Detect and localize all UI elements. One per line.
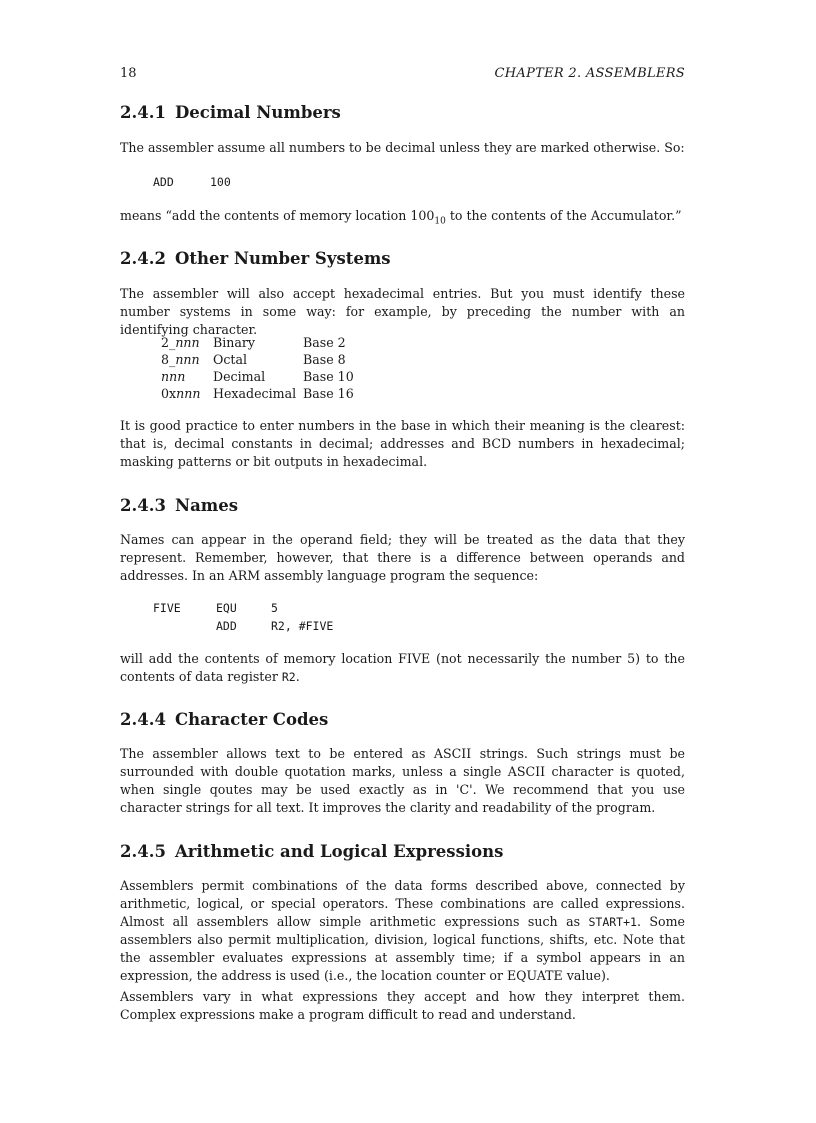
heading-2-4-1 — [120, 103, 341, 123]
text-run: . — [295, 669, 300, 684]
section-number: 2.4.3 — [120, 496, 166, 515]
code-line — [153, 617, 453, 635]
chapter-title: CHAPTER 2. ASSEMBLERS — [494, 66, 685, 81]
section-title: Names — [175, 496, 239, 515]
code-op: EQU — [216, 601, 237, 615]
code-line — [153, 599, 453, 617]
base-cell: Base 16 — [303, 386, 354, 401]
code-label: FIVE — [153, 601, 181, 615]
heading-2-4-2 — [120, 249, 391, 269]
heading-2-4-4 — [120, 710, 328, 730]
prefix-cell — [161, 368, 213, 385]
base-cell: Base 10 — [303, 369, 354, 384]
table-row — [161, 368, 354, 385]
paragraph: Assemblers vary in what expressions they accept and how they interpret them. Complex expressions make a program difficult to read and understand. — [120, 989, 685, 1022]
subscript: 10 — [434, 216, 446, 227]
code-arg: 5 — [271, 601, 278, 615]
code-op: ADD — [153, 175, 174, 189]
prefix-cell — [161, 334, 213, 351]
section-title: Arithmetic and Logical Expressions — [175, 842, 504, 861]
number-systems-table — [161, 334, 354, 402]
section-number: 2.4.1 — [120, 103, 166, 122]
prefix-cell — [161, 351, 213, 368]
system-cell: Octal — [213, 352, 247, 367]
paragraph: The assembler will also accept hexadecimal entries. But you must identify these number systems in some way: for example, by preceding the number with an identifying character. — [120, 286, 685, 337]
paragraph — [120, 207, 685, 225]
text-run: will add the contents of memory location FIVE (not necessarily the number 5) to the contents of data register — [120, 651, 685, 684]
section-number: 2.4.5 — [120, 842, 166, 861]
text-run: to the contents of the Accumulator.” — [445, 208, 682, 223]
prefix-cell — [161, 385, 213, 402]
system-cell: Binary — [213, 335, 256, 350]
prefix-digits: nnn — [161, 369, 186, 384]
table-row — [161, 351, 354, 368]
page-number: 18 — [120, 66, 137, 81]
base-cell: Base 2 — [303, 335, 346, 350]
section-title: Character Codes — [175, 710, 329, 729]
section-number: 2.4.4 — [120, 710, 166, 729]
prefix: 2_ — [161, 335, 176, 350]
paragraph — [120, 650, 685, 686]
paragraph: The assembler assume all numbers to be decimal unless they are marked otherwise. So: — [120, 140, 685, 155]
code-line — [153, 173, 353, 191]
heading-2-4-3 — [120, 496, 238, 516]
paragraph: The assembler allows text to be entered as ASCII strings. Such strings must be surrounded with double quotation marks, unless a single ASCII character is quoted, when single qoutes may be used exactly as in 'C'. We recommend that you use character strings for all text. It improves the clarity and readability of the program. — [120, 746, 685, 815]
system-cell: Decimal — [213, 369, 266, 384]
table-row — [161, 334, 354, 351]
inline-code: R2 — [281, 670, 296, 684]
prefix: 0x — [161, 386, 177, 401]
code-arg: 100 — [210, 175, 231, 189]
paragraph: It is good practice to enter numbers in the base in which their meaning is the clearest: that is, decimal constants in decimal; addresses and BCD numbers in hexadecimal; masking patterns or bit outputs in hexadecimal. — [120, 418, 685, 469]
paragraph: Names can appear in the operand field; they will be treated as the data that they represent. Remember, however, that there is a difference between operands and addresses. In an ARM assembly language program the sequence: — [120, 532, 685, 583]
inline-code: START+1 — [588, 915, 637, 929]
prefix-digits: nnn — [176, 386, 201, 401]
code-arg: R2, #FIVE — [271, 619, 334, 633]
text-run: means “add the contents of memory location 100 — [120, 208, 435, 223]
prefix: 8_ — [161, 352, 176, 367]
section-title: Other Number Systems — [175, 249, 391, 268]
section-title: Decimal Numbers — [175, 103, 341, 122]
heading-2-4-5 — [120, 842, 503, 862]
code-op: ADD — [216, 619, 237, 633]
base-cell: Base 8 — [303, 352, 346, 367]
text-run: Assemblers permit combinations of the data forms described above, connected by arithmetic, logical, or special operators. These combinations are called expressions. Almost all assemblers allow simple arithmetic expressions such as — [120, 878, 685, 929]
paragraph — [120, 877, 685, 985]
prefix-digits: nnn — [175, 352, 200, 367]
table-row — [161, 385, 354, 402]
section-number: 2.4.2 — [120, 249, 166, 268]
text-run: . Some assemblers also permit multiplication, division, logical functions, shifts, etc. Note that the assembler evaluates expressions at assembly time; if a symbol appears in an expression, the address is used (i.e., the location counter or EQUATE value). — [120, 914, 685, 983]
prefix-digits: nnn — [175, 335, 200, 350]
system-cell: Hexadecimal — [213, 386, 297, 401]
